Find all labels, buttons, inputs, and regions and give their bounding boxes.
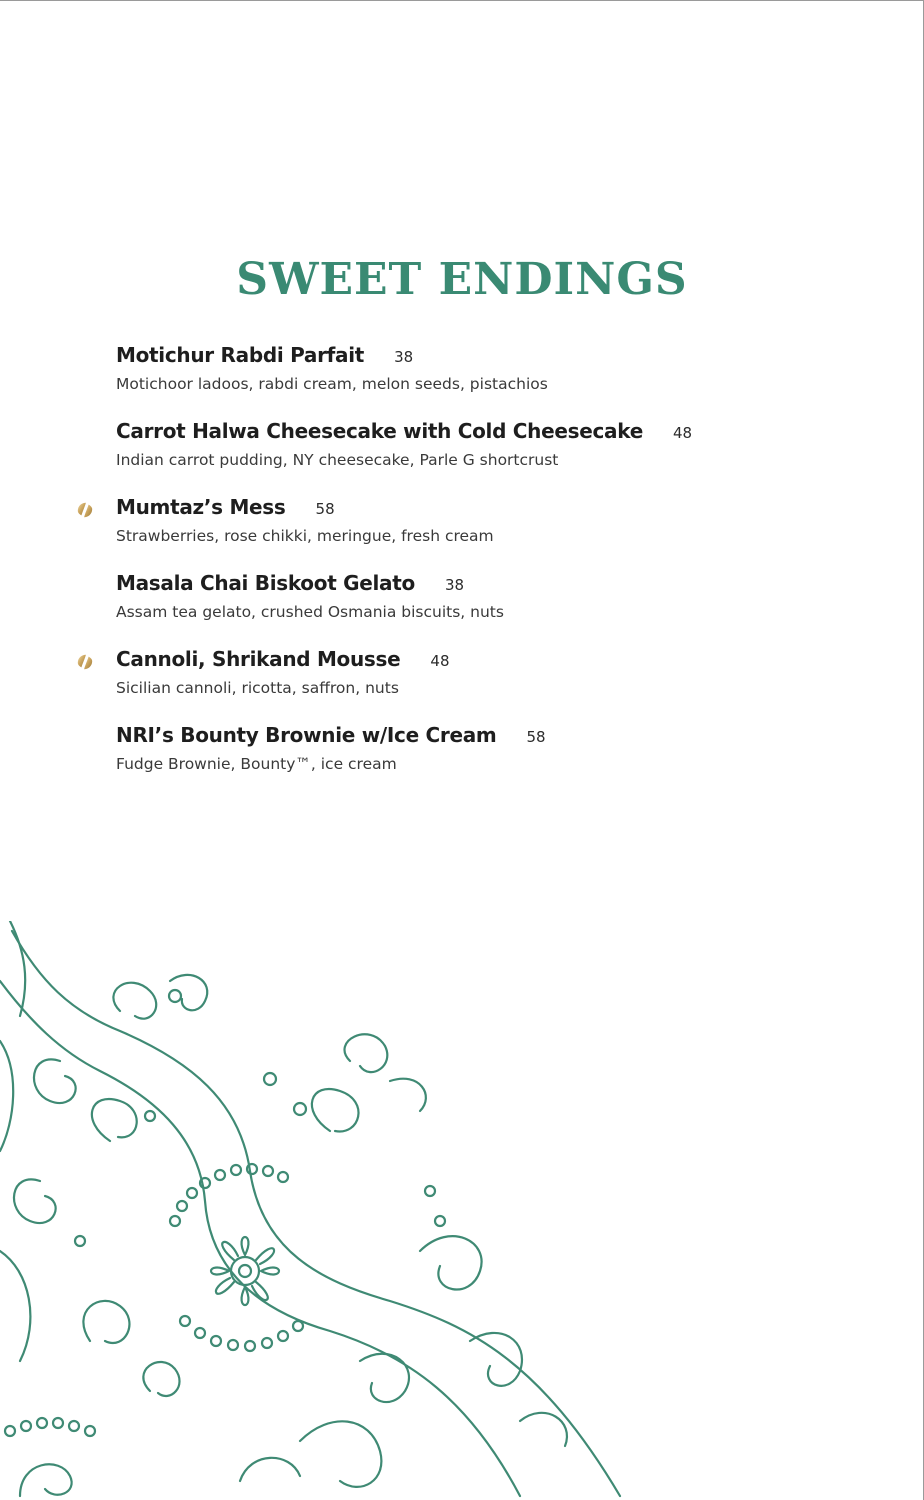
menu-item: [116, 419, 876, 495]
menu-item-price: 58: [526, 728, 546, 746]
menu-item-name: Carrot Halwa Cheesecake with Cold Cheesecake: [116, 419, 643, 443]
gold-leaf-icon: [76, 653, 94, 671]
menu-item: [116, 343, 876, 419]
menu-item-header: [116, 723, 876, 753]
menu-item-description: Assam tea gelato, crushed Osmania biscuits, nuts: [116, 603, 504, 621]
menu-item: [116, 495, 876, 571]
menu-item-name: Mumtaz’s Mess: [116, 495, 286, 519]
gold-leaf-icon: [76, 501, 94, 519]
menu-item-header: [116, 343, 876, 373]
menu-item-price: 58: [315, 500, 335, 518]
menu-item-price: 48: [673, 424, 693, 442]
menu-item-header: [116, 647, 876, 677]
menu-item-description: Fudge Brownie, Bounty™, ice cream: [116, 755, 397, 773]
menu-list: [116, 343, 876, 799]
menu-item-header: [116, 495, 876, 525]
menu-item-name: Cannoli, Shrikand Mousse: [116, 647, 401, 671]
menu-item: [116, 571, 876, 647]
menu-item-description: Indian carrot pudding, NY cheesecake, Parle G shortcrust: [116, 451, 559, 469]
mandala-paisley-ornament-icon: [0, 921, 640, 1500]
menu-item-price: 38: [394, 348, 414, 366]
menu-item-description: Sicilian cannoli, ricotta, saffron, nuts: [116, 679, 399, 697]
menu-item-name: Masala Chai Biskoot Gelato: [116, 571, 415, 595]
menu-item-price: 38: [444, 576, 465, 594]
menu-item-description: Strawberries, rose chikki, meringue, fresh cream: [116, 527, 494, 545]
menu-item-header: [116, 571, 876, 601]
menu-item: [116, 647, 876, 723]
menu-item-description: Motichoor ladoos, rabdi cream, melon seeds, pistachios: [116, 375, 548, 393]
menu-item-header: [116, 419, 876, 449]
menu-item: [116, 723, 876, 799]
menu-item-name: Motichur Rabdi Parfait: [116, 343, 365, 367]
menu-item-name: NRI’s Bounty Brownie w/Ice Cream: [116, 723, 497, 747]
menu-item-price: 48: [430, 652, 450, 670]
page-title: SWEET ENDINGS: [236, 254, 688, 306]
